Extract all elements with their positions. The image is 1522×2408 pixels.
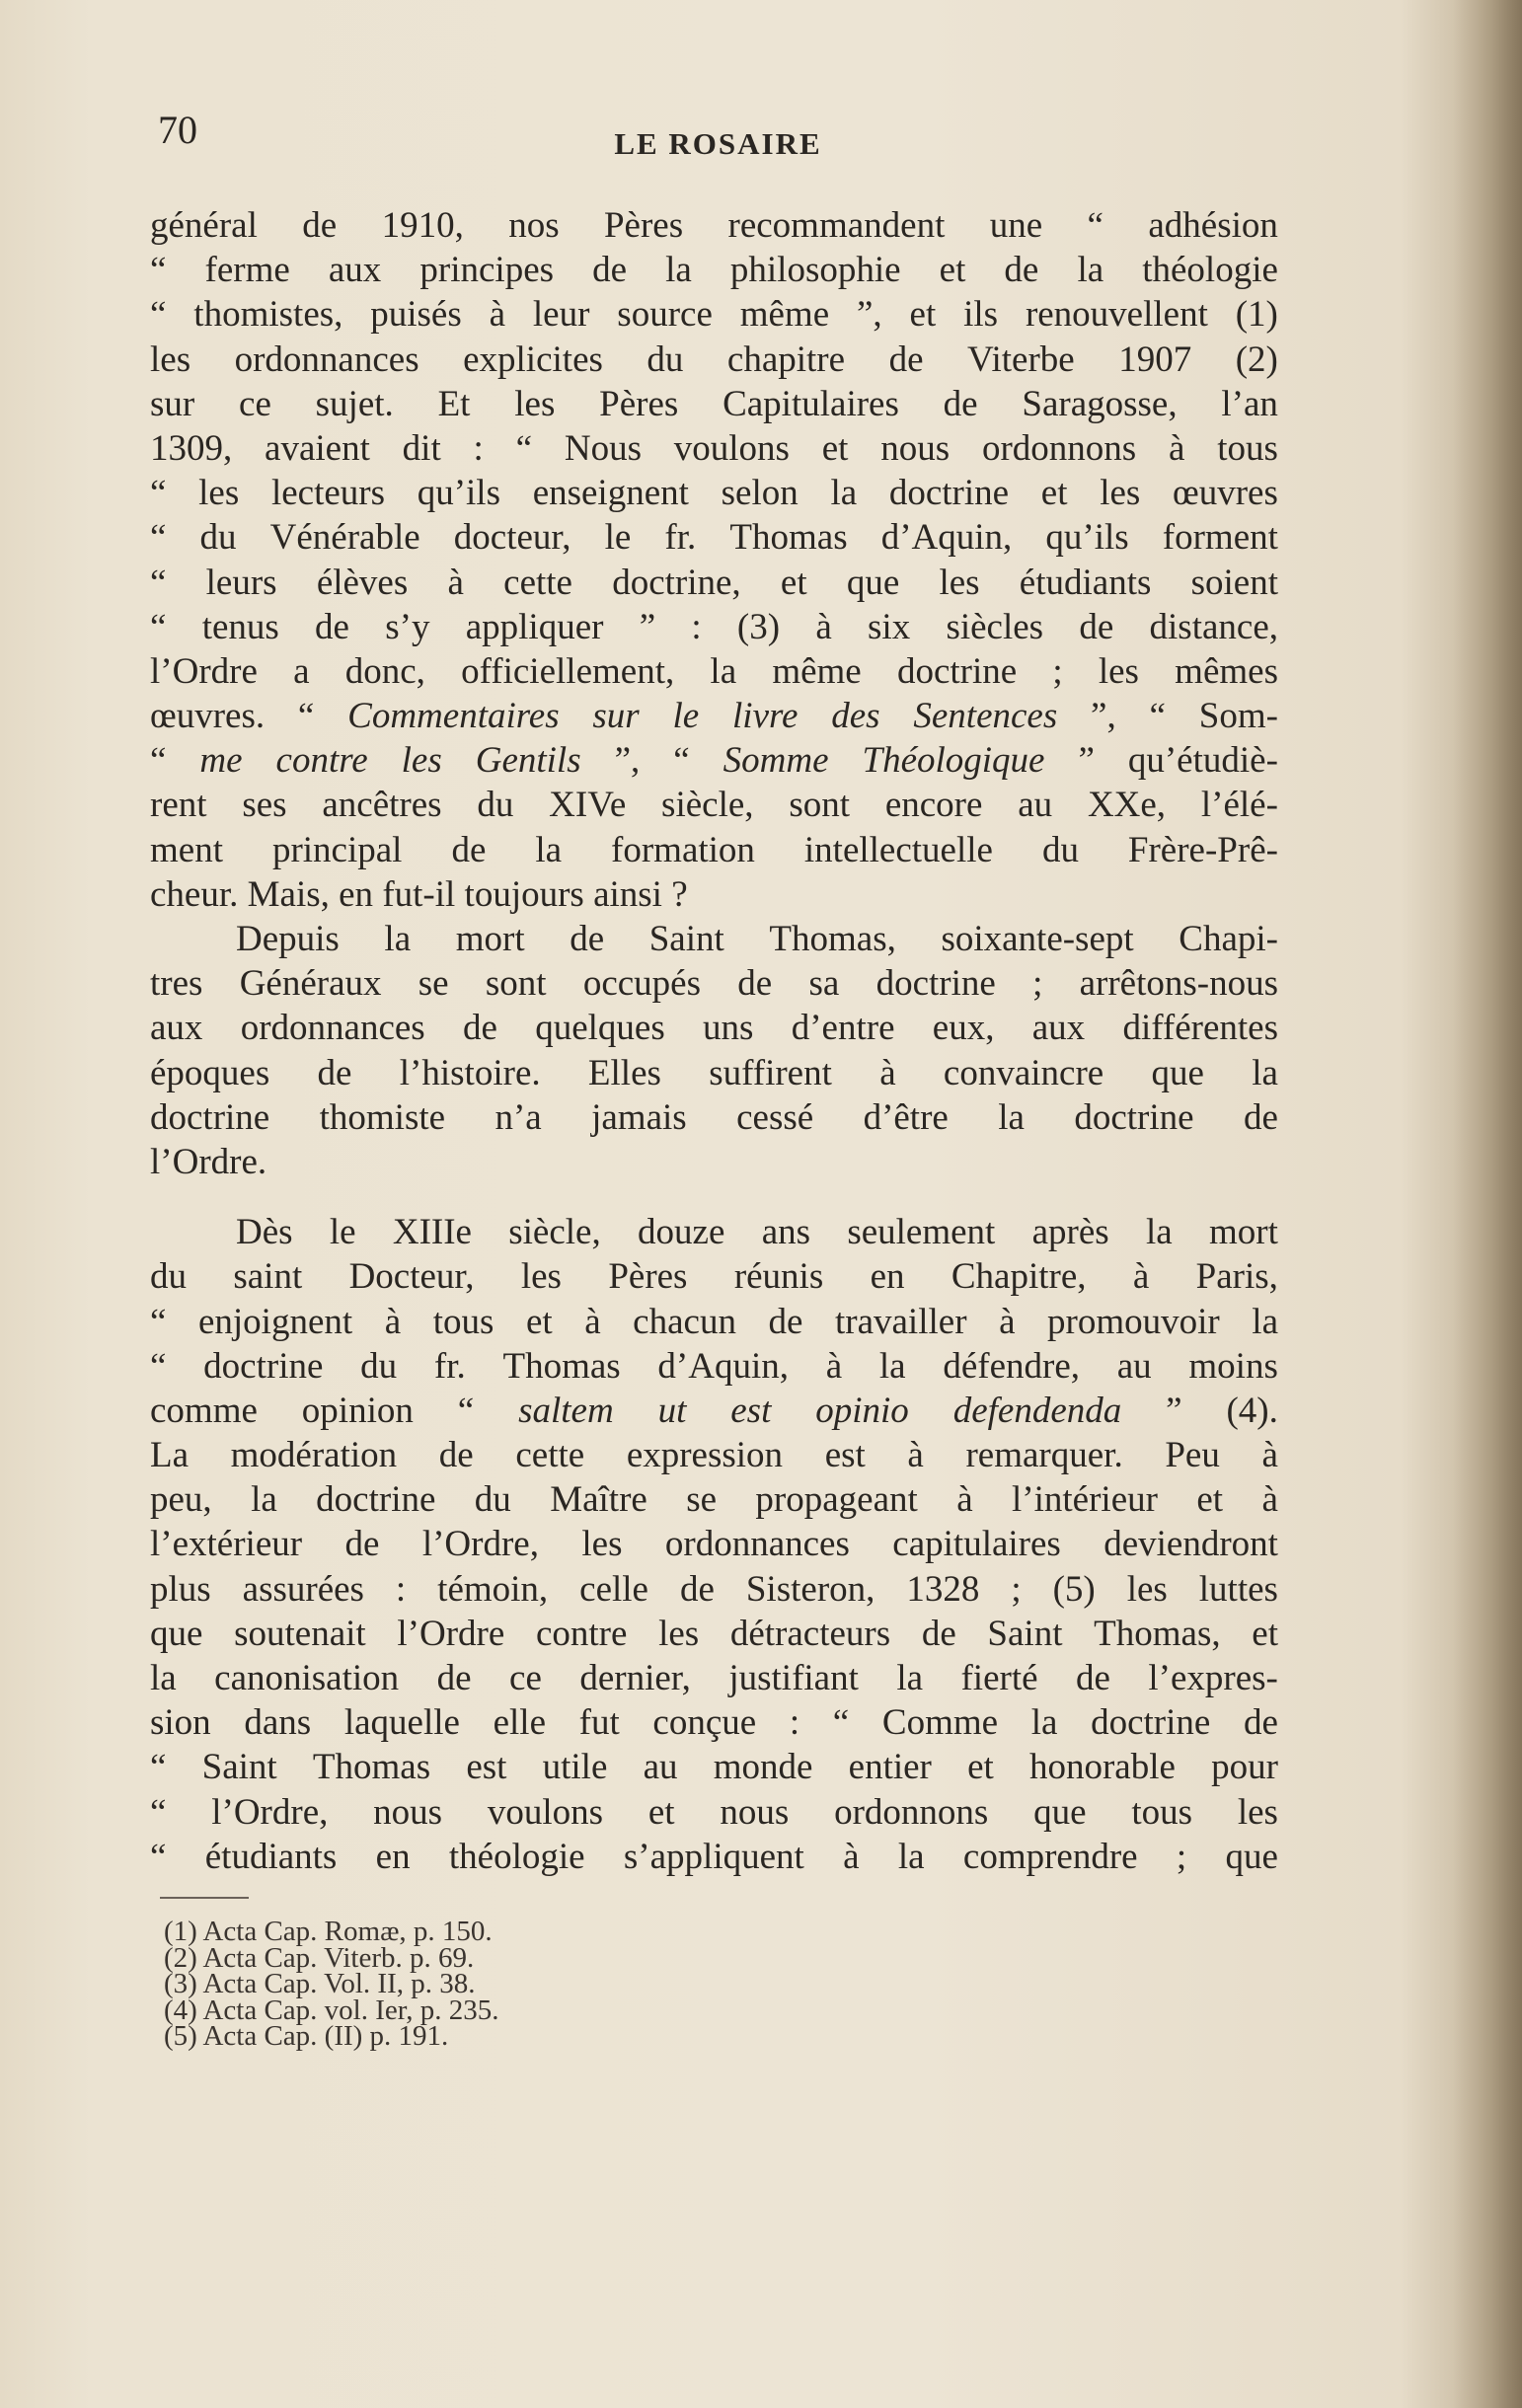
paragraph [150,203,1278,917]
text-line: “ l’Ordre, nous voulons et nous ordonnons que tous les [150,1791,1278,1833]
footnotes [164,1916,756,2052]
footnote: (4) Acta Cap. vol. Ier, p. 235. [164,1994,499,2026]
footnote: (2) Acta Cap. Viterb. p. 69. [164,1941,475,1974]
text-line: époques de l’histoire. Elles suffirent à convaincre que la [150,1052,1278,1093]
text-line: 1309, avaient dit : “ Nous voulons et nous ordonnons à tous [150,427,1278,469]
text-line: la canonisation de ce dernier, justifiant la fierté de l’expres- [150,1658,1278,1698]
text-line: “ thomistes, puisés à leur source même ”, et ils renouvellent (1) [150,294,1278,336]
text-line: “ doctrine du fr. Thomas d’Aquin, à la défendre, au moins [150,1345,1278,1387]
text-line: les ordonnances explicites du chapitre de Viterbe 1907 (2) [150,339,1278,380]
text-line: “ Saint Thomas est utile au monde entier et honorable pour [150,1747,1278,1788]
text-line: “ ferme aux principes de la philosophie et de la théologie [150,250,1278,291]
text-line: Dès le XIIIe siècle, douze ans seulement après la mort [236,1212,1278,1253]
text-line: doctrine thomiste n’a jamais cessé d’être la doctrine de [150,1096,1278,1138]
text-line: sion dans laquelle elle fut conçue : “ Comme la doctrine de [150,1702,1278,1744]
text-line: rent ses ancêtres du XIVe siècle, sont encore au XXe, l’élé- [150,785,1278,826]
text-line: “ enjoignent à tous et à chacun de travailler à promouvoir la [150,1301,1278,1342]
text-line: œuvres. “ Commentaires sur le livre des Sentences ”, “ Som- [150,696,1278,737]
text-line: La modération de cette expression est à remarquer. Peu à [150,1435,1278,1476]
text-line: “ du Vénérable docteur, le fr. Thomas d’Aquin, qu’ils forment [150,517,1278,559]
text-line: “ leurs élèves à cette doctrine, et que les étudiants soient [150,562,1278,603]
text-line: l’Ordre a donc, officiellement, la même doctrine ; les mêmes [150,650,1278,692]
running-title: LE ROSAIRE [614,126,822,161]
text-line: peu, la doctrine du Maître se propageant à l’intérieur et à [150,1479,1278,1521]
page-header [158,107,1278,166]
body-text [150,203,1278,1879]
paragraph [150,1210,1278,1879]
text-line: général de 1910, nos Pères recommandent une “ adhésion [150,205,1278,246]
text-line: tres Généraux se sont occupés de sa doctrine ; arrêtons-nous [150,963,1278,1005]
text-line: comme opinion “ saltem ut est opinio defendenda ” (4). [150,1390,1278,1431]
text-line: l’extérieur de l’Ordre, les ordonnances capitulaires deviendront [150,1524,1278,1565]
text-line: du saint Docteur, les Pères réunis en Chapitre, à Paris, [150,1256,1278,1298]
spine-shadow [1453,0,1522,2408]
text-line: cheur. Mais, en fut-il toujours ainsi ? [150,873,688,915]
page-number: 70 [158,108,197,152]
footnote: (3) Acta Cap. Vol. II, p. 38. [164,1968,476,1999]
text-line: ment principal de la formation intellectuelle du Frère-Prê- [150,829,1278,870]
text-line: que soutenait l’Ordre contre les détracteurs de Saint Thomas, et [150,1613,1278,1654]
text-line: l’Ordre. [150,1141,267,1182]
text-line: aux ordonnances de quelques uns d’entre eux, aux différentes [150,1008,1278,1049]
text-line: plus assurées : témoin, celle de Sisteron, 1328 ; (5) les luttes [150,1568,1278,1610]
footnote: (5) Acta Cap. (II) p. 191. [164,2020,449,2052]
footnote-rule [160,1897,249,1899]
paragraph [150,917,1278,1184]
text-line: Depuis la mort de Saint Thomas, soixante-sept Chapi- [236,919,1278,959]
text-line: sur ce sujet. Et les Pères Capitulaires de Saragosse, l’an [150,383,1278,424]
text-line: “ tenus de s’y appliquer ” : (3) à six siècles de distance, [150,606,1278,647]
footnote: (1) Acta Cap. Romæ, p. 150. [164,1916,493,1947]
text-line: “ étudiants en théologie s’appliquent à la comprendre ; que [150,1836,1278,1877]
text-line: “ me contre les Gentils ”, “ Somme Théologique ” qu’étudiè- [150,740,1278,782]
text-line: “ les lecteurs qu’ils enseignent selon la doctrine et les œuvres [150,473,1278,514]
